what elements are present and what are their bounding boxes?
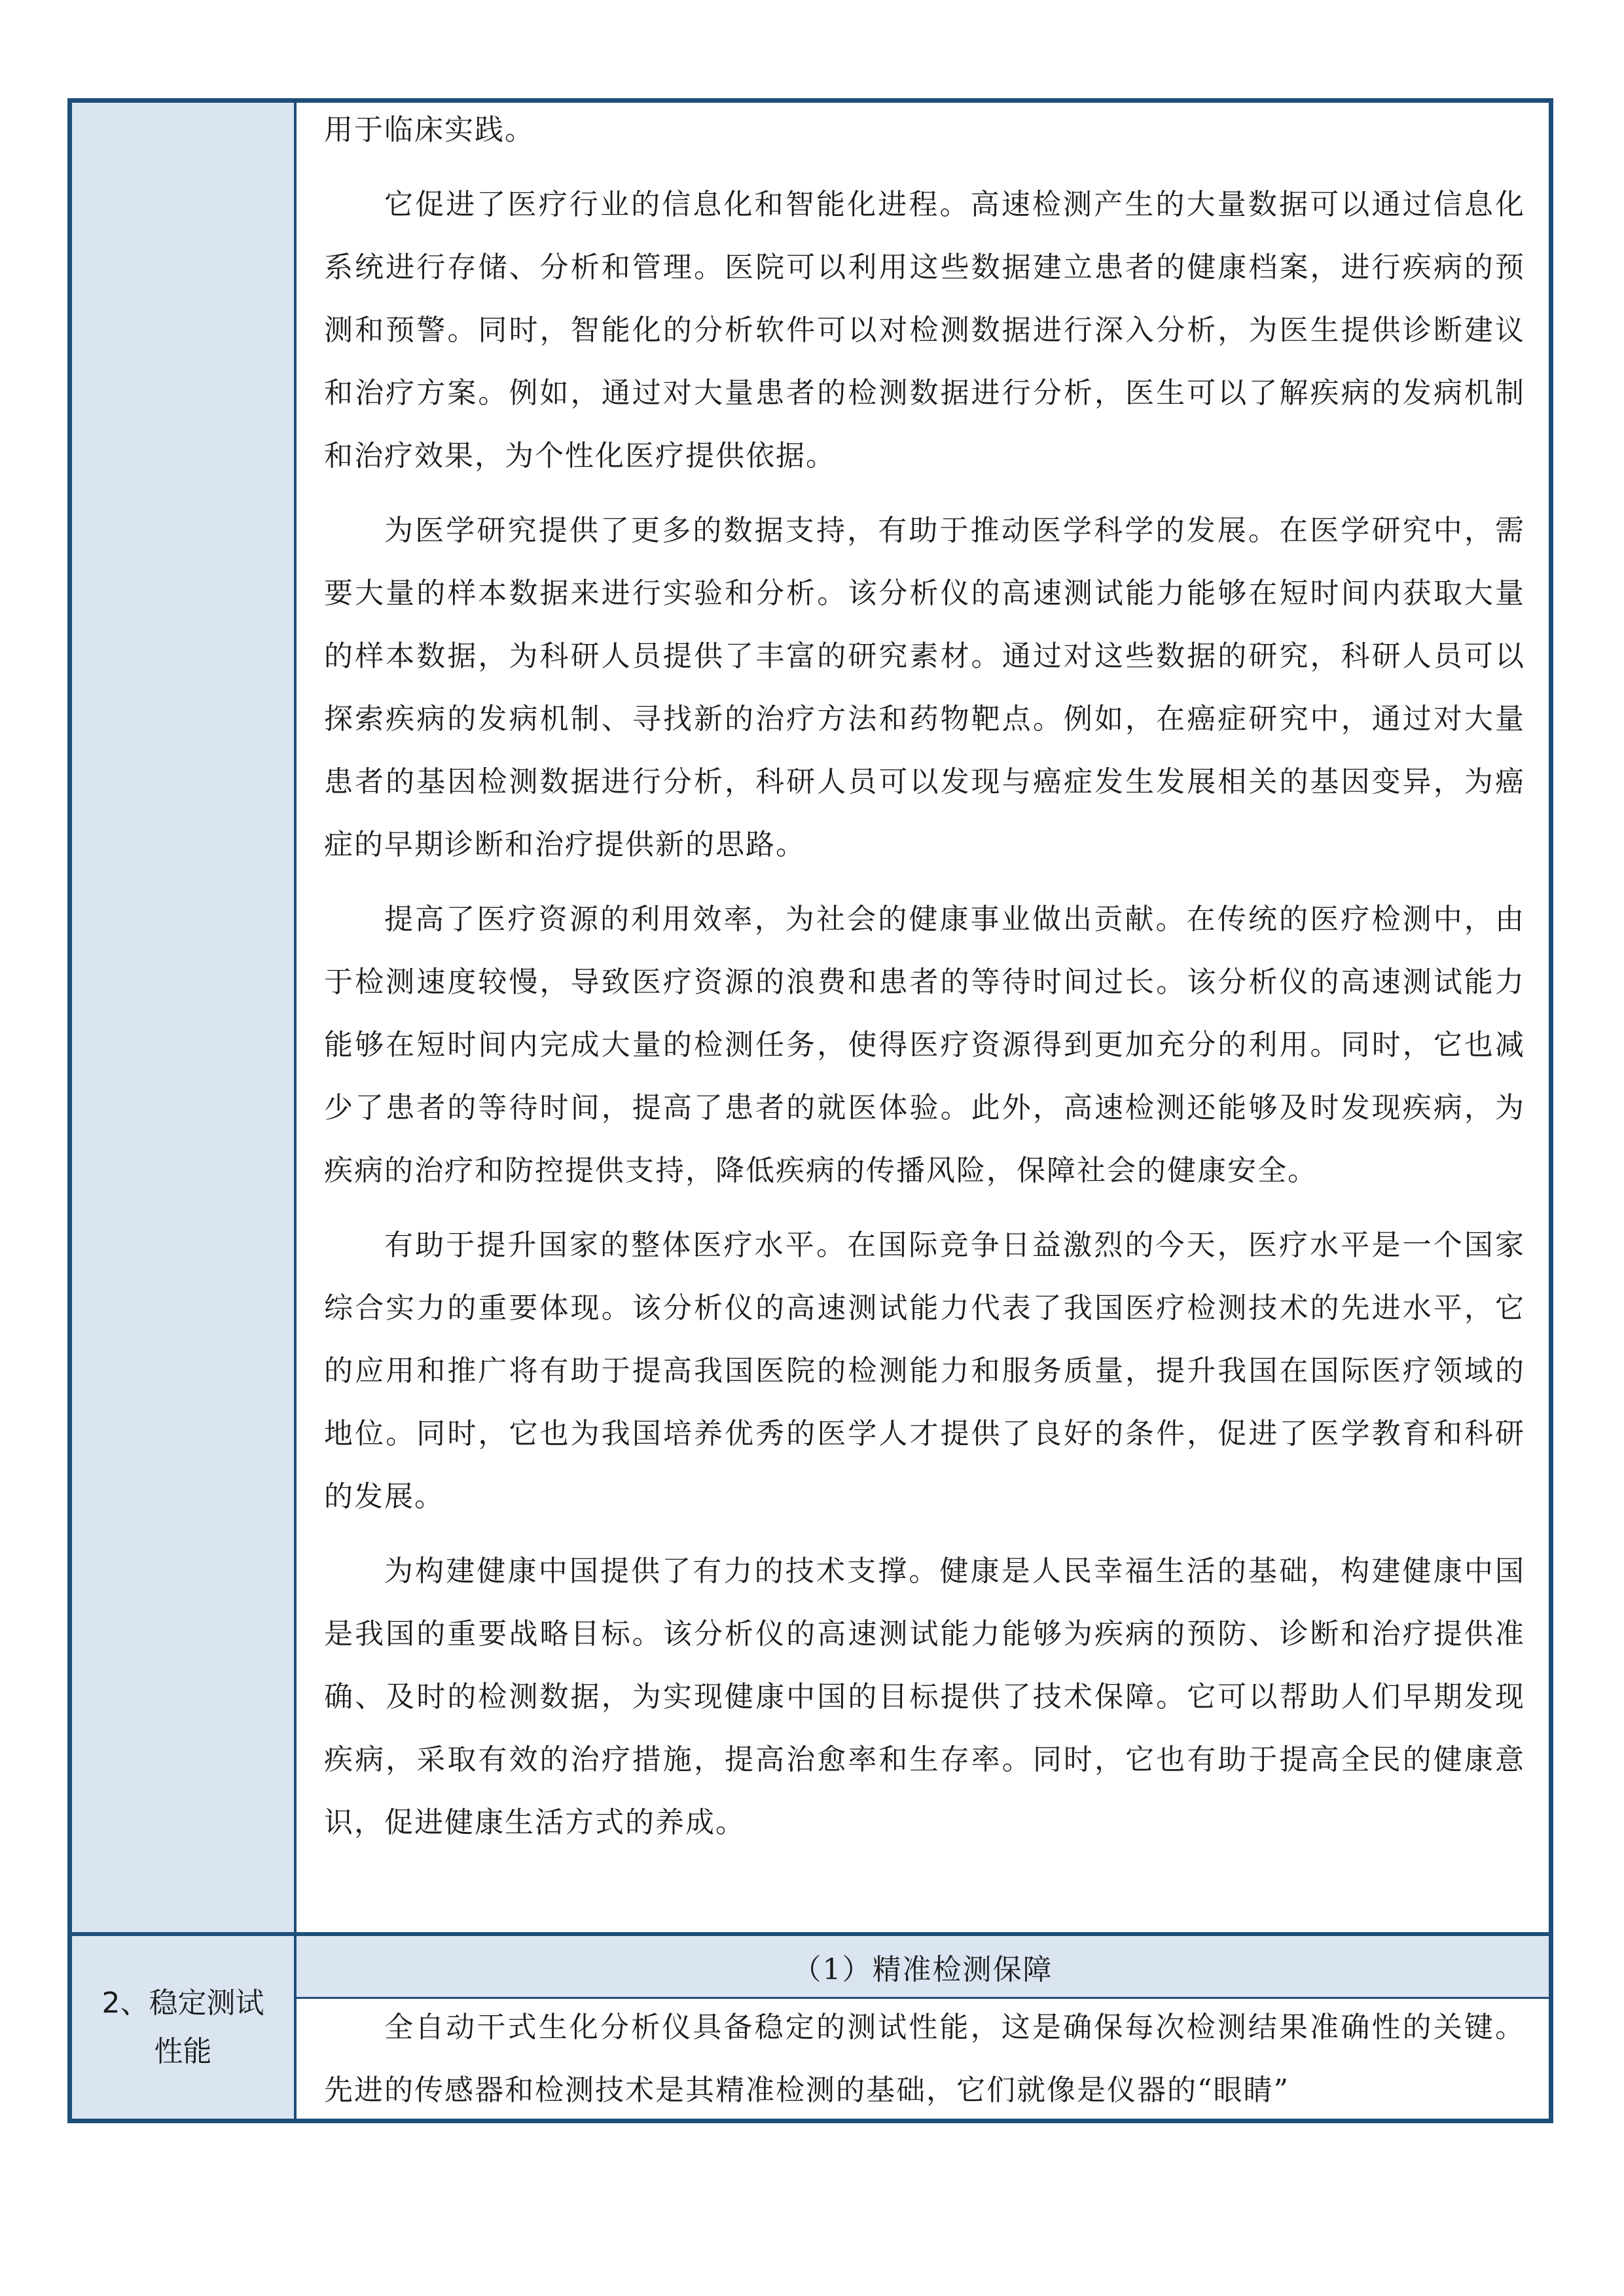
section2-paragraph: 全自动干式生化分析仪具备稳定的测试性能，这是确保每次检测结果准确性的关键。先进的传感器和检测技术是其精准检测的基础，它们就像是仪器的“眼睛” bbox=[324, 2011, 1525, 2107]
section2-content-cell bbox=[297, 1999, 1549, 2119]
paragraph-national-level: 有助于提升国家的整体医疗水平。在国际竞争日益激烈的今天，医疗水平是一个国家综合实力的重要体现。该分析仪的高速测试能力代表了我国医疗检测技术的先进水平，它的应用和推广将有助于提高我国医院的检测能力和服务质量，提升我国在国际医疗领域的地位。同时，它也为我国培养优秀的医学人才提供了良好的条件，促进了医学教育和科研的发展。 bbox=[324, 1229, 1525, 1513]
section2-label-cell bbox=[72, 1936, 297, 2119]
row1-label-cell bbox=[72, 103, 297, 1932]
paragraph-resource-efficiency: 提高了医疗资源的利用效率，为社会的健康事业做出贡献。在传统的医疗检测中，由于检测速度较慢，导致医疗资源的浪费和患者的等待时间过长。该分析仪的高速测试能力能够在短时间内完成大量的检测任务，使得医疗资源得到更加充分的利用。同时，它也减少了患者的等待时间，提高了患者的就医体验。此外，高速检测还能够及时发现疾病，为疾病的治疗和防控提供支持，降低疾病的传播风险，保障社会的健康安全。 bbox=[324, 903, 1525, 1187]
section2-subheading-cell bbox=[297, 1936, 1549, 1999]
paragraph-informatization: 它促进了医疗行业的信息化和智能化进程。高速检测产生的大量数据可以通过信息化系统进行存储、分析和管理。医院可以利用这些数据建立患者的健康档案，进行疾病的预测和预警。同时，智能化的分析软件可以对检测数据进行深入分析，为医生提供诊断建议和治疗方案。例如，通过对大量患者的检测数据进行分析，医生可以了解疾病的发病机制和治疗效果，为个性化医疗提供依据。 bbox=[324, 188, 1525, 473]
continuation-text: 用于临床实践。 bbox=[324, 113, 535, 147]
row1-content-cell bbox=[297, 103, 1549, 1932]
section2-subheading: （1）精准检测保障 bbox=[792, 1952, 1053, 1986]
content-table bbox=[67, 98, 1553, 2123]
paragraph-medical-research: 为医学研究提供了更多的数据支持，有助于推动医学科学的发展。在医学研究中，需要大量的样本数据来进行实验和分析。该分析仪的高速测试能力能够在短时间内获取大量的样本数据，为科研人员提供了丰富的研究素材。通过对这些数据的研究，科研人员可以探索疾病的发病机制、寻找新的治疗方法和药物靶点。例如，在癌症研究中，通过对大量患者的基因检测数据进行分析，科研人员可以发现与癌症发生发展相关的基因变异，为癌症的早期诊断和治疗提供新的思路。 bbox=[324, 514, 1525, 861]
section2-label: 2、稳定测试性能 bbox=[101, 1986, 264, 2068]
paragraph-healthy-china: 为构建健康中国提供了有力的技术支撑。健康是人民幸福生活的基础，构建健康中国是我国的重要战略目标。该分析仪的高速测试能力能够为疾病的预防、诊断和治疗提供准确、及时的检测数据，为实现健康中国的目标提供了技术保障。它可以帮助人们早期发现疾病，采取有效的治疗措施，提高治愈率和生存率。同时，它也有助于提高全民的健康意识，促进健康生活方式的养成。 bbox=[324, 1554, 1525, 1839]
